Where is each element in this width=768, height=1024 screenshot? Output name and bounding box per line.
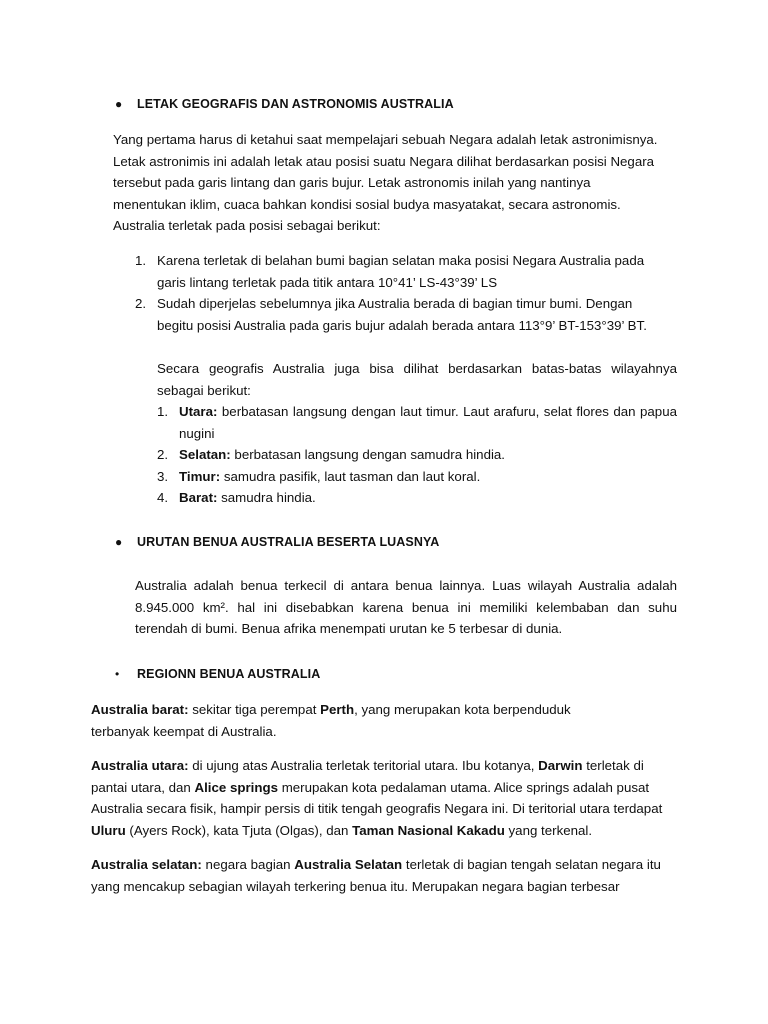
list-text: Karena terletak di belahan bumi bagian selatan maka posisi Negara Australia pada garis lintang terletak pada titik antara 10°41’ LS-43°39’ LS — [157, 253, 645, 290]
geo-intro-paragraph: Secara geografis Australia juga bisa dilihat berdasarkan batas-batas wilayahnya sebagai berikut: — [157, 361, 677, 398]
area-paragraph: Australia adalah benua terkecil di antara benua lainnya. Luas wilayah Australia adalah 8.945.000 km². hal ini disebabkan karena benua ini memiliki kelembaban dan suhu terendah di bumi. Benua afrika menempati urutan ke 5 terbesar di dunia. — [135, 578, 677, 636]
list-item — [157, 487, 677, 509]
section-heading-urutan — [115, 532, 439, 554]
heading-text: REGIONN BENUA AUSTRALIA — [137, 667, 321, 681]
section-heading-region — [115, 664, 320, 686]
border-text: samudra hindia. — [217, 490, 316, 505]
border-label: Selatan: — [179, 447, 231, 462]
bullet-icon: • — [115, 667, 120, 681]
list-number: 1. — [135, 253, 147, 268]
list-number: 2. — [135, 296, 147, 311]
list-item — [135, 293, 663, 336]
section-heading-letak — [115, 94, 454, 116]
list-item — [157, 401, 677, 444]
list-item — [157, 444, 677, 466]
region-label: Australia barat: — [91, 702, 189, 717]
border-label: Barat: — [179, 490, 218, 505]
list-item — [135, 250, 663, 293]
bullet-icon: ● — [115, 535, 123, 549]
intro-paragraph: Yang pertama harus di ketahui saat mempelajari sebuah Negara adalah letak astronimisnya. Letak astronimis ini adalah letak atau posisi suatu Negara dilihat berdasarkan posisi Negara tersebut pada garis lintang dan garis bujur. Letak astronomis inilah yang nantinya menentukan iklim, cuaca bahkan kondisi sosial budya masyatakat, secara astronomis. Australia terletak pada posisi sebagai berikut: — [113, 132, 658, 233]
heading-text: URUTAN BENUA AUSTRALIA BESERTA LUASNYA — [137, 535, 440, 549]
region-selatan-paragraph: Australia selatan: negara bagian Australia Selatan terletak di bagian tengah selatan negara itu yang mencakup sebagian wilayah terkering benua itu. Merupakan negara bagian terbesar — [91, 857, 661, 894]
list-number: 1. — [157, 404, 169, 419]
border-label: Utara: — [179, 404, 218, 419]
heading-text: LETAK GEOGRAFIS DAN ASTRONOMIS AUSTRALIA — [137, 97, 454, 111]
list-number: 3. — [157, 468, 169, 484]
list-text: Sudah diperjelas sebelumnya jika Australia berada di bagian timur bumi. Dengan begitu posisi Australia pada garis bujur adalah berada antara 113°9’ BT-153°39’ BT. — [157, 296, 647, 333]
region-barat-paragraph: Australia barat: sekitar tiga perempat Perth, yang merupakan kota berpenduduk terbanyak keempat di Australia. — [91, 702, 571, 739]
coordinates-list — [135, 250, 663, 336]
region-utara-paragraph: Australia utara: di ujung atas Australia terletak teritorial utara. Ibu kotanya, Darwin terletak di pantai utara, dan Alice springs merupakan kota pedalaman utama. Alice springs adalah pusat Australia secara fisik, hampir persis di titik tengah geografis Negara ini. Di teritorial utara terdapat Uluru (Ayers Rock), kata Tjuta (Olgas), dan Taman Nasional Kakadu yang terkenal. — [91, 758, 663, 838]
border-text: berbatasan langsung dengan samudra hindia. — [230, 447, 506, 462]
list-item — [157, 466, 677, 488]
bullet-icon: ● — [115, 97, 123, 111]
border-text: samudra pasifik, laut tasman dan laut koral. — [220, 468, 481, 484]
list-number: 2. — [157, 447, 169, 462]
border-text: berbatasan langsung dengan laut timur. Laut arafuru, selat flores dan papua nugini — [179, 404, 677, 441]
border-label: Timur: — [179, 468, 221, 484]
region-label: Australia selatan: — [91, 857, 202, 872]
borders-list — [157, 401, 677, 509]
list-number: 4. — [157, 490, 169, 505]
region-label: Australia utara: — [91, 758, 189, 773]
